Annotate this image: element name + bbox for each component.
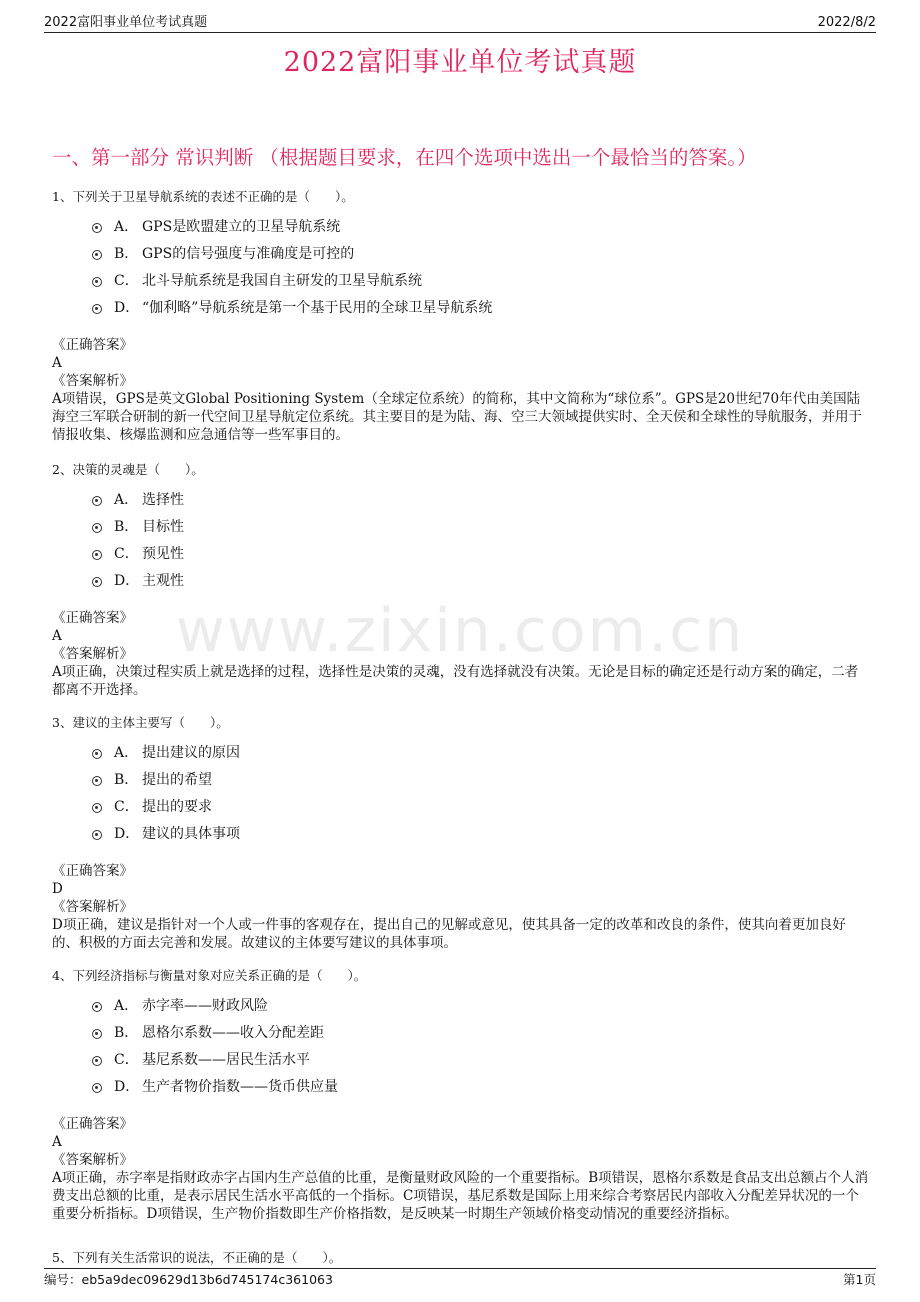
option-letter: A． [114,218,139,235]
option-letter: A． [114,997,139,1014]
analysis-text: D项正确，建议是指针对一个人或一件事的客观存在，提出自己的见解或意见，使其具备一定的改革和改良的条件，使其向着更加良好的、积极的方面去完善和发展。故建议的主体要写建议的具体事项。 [52,917,846,951]
correct-answer: A [52,628,62,644]
option-b[interactable] [92,1018,870,1045]
question-stem: 3、建议的主体主要写（ ）。 [52,715,229,730]
option-text: 恩格尔系数——收入分配差距 [142,1024,324,1041]
option-letter: C． [114,798,139,815]
radio-icon[interactable] [92,496,102,506]
question-stem-cutoff: 5、下列有关生活常识的说法，不正确的是（ ）。 [52,1250,342,1265]
correct-answer-label: 《正确答案》 [52,863,133,879]
correct-answer-label: 《正确答案》 [52,337,133,353]
option-d[interactable] [92,293,870,320]
correct-answer-label: 《正确答案》 [52,1116,133,1132]
option-a[interactable] [92,738,870,765]
option-letter: D． [114,299,140,316]
radio-icon[interactable] [92,250,102,260]
radio-icon[interactable] [92,577,102,587]
radio-icon[interactable] [92,749,102,759]
option-b[interactable] [92,512,870,539]
question-block [52,461,870,704]
radio-icon[interactable] [92,1029,102,1039]
option-text: 选择性 [142,491,184,508]
analysis-label: 《答案解析》 [52,899,133,915]
option-letter: B． [114,245,139,262]
question-block [52,188,870,451]
option-letter: A． [114,744,139,761]
option-list [92,212,870,320]
header-left-title: 2022富阳事业单位考试真题 [44,15,208,30]
option-c[interactable] [92,539,870,566]
option-c[interactable] [92,1045,870,1072]
answer-section [52,609,870,699]
option-d[interactable] [92,819,870,846]
question-stem: 2、决策的灵魂是（ ）。 [52,462,204,477]
option-text: 预见性 [142,545,184,562]
option-text: 目标性 [142,518,184,535]
option-text: 基尼系数——居民生活水平 [142,1051,310,1068]
watermark: www.zixin.com.cn [175,596,745,666]
question-block [52,967,870,1223]
option-letter: B． [114,771,139,788]
analysis-label: 《答案解析》 [52,1152,133,1168]
correct-answer-label: 《正确答案》 [52,610,133,626]
radio-icon[interactable] [92,523,102,533]
radio-icon[interactable] [92,776,102,786]
question-stem: 4、下列经济指标与衡量对象对应关系正确的是（ ）。 [52,968,367,983]
option-b[interactable] [92,765,870,792]
option-a[interactable] [92,485,870,512]
option-letter: A． [114,491,139,508]
radio-icon[interactable] [92,223,102,233]
option-text: 提出的要求 [142,798,212,815]
analysis-text: A项正确，赤字率是指财政赤字占国内生产总值的比重，是衡量财政风险的一个重要指标。B项错误，恩格尔系数是食品支出总额占个人消费支出总额的比重，是表示居民生活水平高低的一个指标。C项错误，基尼系数是国际上用来综合考察居民内部收入分配差异状况的一个重要分析指标。D项错误，生产物价指数即生产价格指数，是反映某一时期生产领域价格变动情况的重要经济指标。 [52,1170,869,1222]
correct-answer: D [52,881,63,897]
option-text: 建议的具体事项 [142,825,240,842]
option-c[interactable] [92,792,870,819]
page-footer [44,1268,876,1289]
radio-icon[interactable] [92,550,102,560]
option-letter: C． [114,272,139,289]
option-letter: C． [114,545,139,562]
option-letter: B． [114,518,139,535]
option-c[interactable] [92,266,870,293]
correct-answer: A [52,1134,62,1150]
option-text: 提出建议的原因 [142,744,240,761]
radio-icon[interactable] [92,1002,102,1012]
option-text: GPS的信号强度与准确度是可控的 [142,245,355,262]
option-letter: C． [114,1051,139,1068]
option-text: 北斗导航系统是我国自主研发的卫星导航系统 [142,272,422,289]
section-title: 一、第一部分 常识判断 （根据题目要求，在四个选项中选出一个最恰当的答案。） [52,146,757,169]
analysis-label: 《答案解析》 [52,373,133,389]
option-letter: B． [114,1024,139,1041]
document-title: 2022富阳事业单位考试真题 [283,47,637,78]
option-d[interactable] [92,1072,870,1099]
option-letter: D． [114,1078,140,1095]
question-stem: 1、下列关于卫星导航系统的表述不正确的是（ ）。 [52,189,354,204]
radio-icon[interactable] [92,830,102,840]
radio-icon[interactable] [92,1083,102,1093]
option-text: GPS是欧盟建立的卫星导航系统 [142,218,341,235]
radio-icon[interactable] [92,304,102,314]
option-list [92,991,870,1099]
option-text: “伽利略”导航系统是第一个基于民用的全球卫星导航系统 [142,299,493,316]
option-text: 提出的希望 [142,771,212,788]
page-header [44,12,876,33]
page-number: 第1页 [843,1272,876,1287]
answer-section [52,862,870,952]
option-text: 赤字率——财政风险 [142,997,268,1014]
radio-icon[interactable] [92,803,102,813]
answer-section [52,1115,870,1223]
question-block [52,714,870,957]
option-list [92,485,870,593]
question-list [52,188,870,1233]
answer-section [52,336,870,444]
analysis-label: 《答案解析》 [52,646,133,662]
option-b[interactable] [92,239,870,266]
radio-icon[interactable] [92,1056,102,1066]
radio-icon[interactable] [92,277,102,287]
option-letter: D． [114,572,140,589]
option-a[interactable] [92,212,870,239]
correct-answer: A [52,355,62,371]
header-date: 2022/8/2 [817,15,876,30]
option-d[interactable] [92,566,870,593]
document-id: 编号：eb5a9dec09629d13b6d745174c361063 [44,1272,333,1287]
analysis-text: A项正确，决策过程实质上就是选择的过程，选择性是决策的灵魂，没有选择就没有决策。无论是目标的确定还是行动方案的确定，二者都离不开选择。 [52,664,859,698]
option-text: 生产者物价指数——货币供应量 [142,1078,338,1095]
analysis-text: A项错误，GPS是英文Global Positioning System（全球定位系统）的简称，其中文简称为“球位系”。GPS是20世纪70年代由美国陆海空三军联合研制的新一代空间卫星导航定位系统。其主要目的是为陆、海、空三大领域提供实时、全天侯和全球性的导航服务，并用于情报收集、核爆监测和应急通信等一些军事目的。 [52,391,862,443]
option-text: 主观性 [142,572,184,589]
option-list [92,738,870,846]
option-letter: D． [114,825,140,842]
option-a[interactable] [92,991,870,1018]
